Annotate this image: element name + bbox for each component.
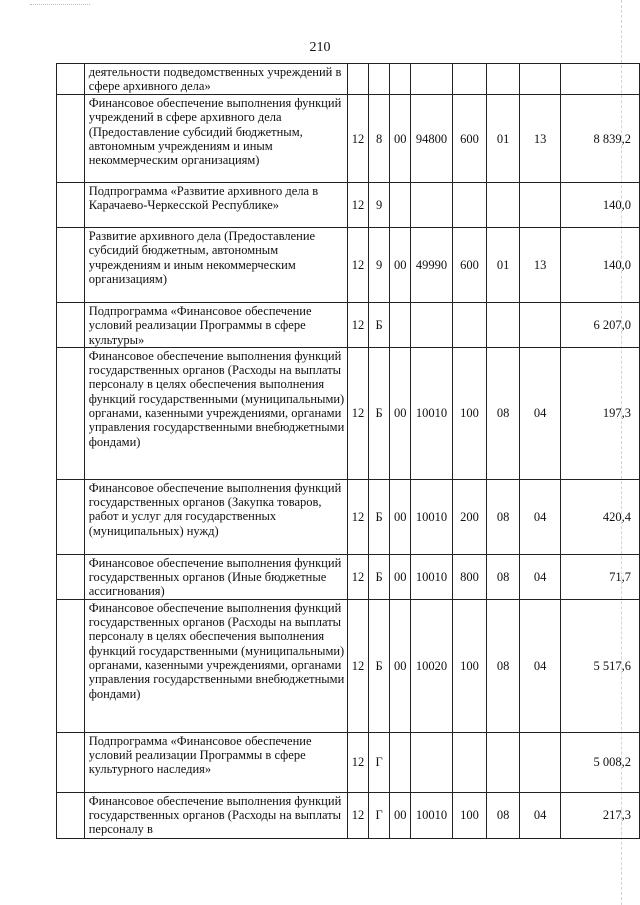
subsection-cell: 04 (519, 792, 561, 838)
ministry-cell: 12 (347, 228, 368, 303)
ministry-cell: 12 (347, 183, 368, 228)
subsection-cell (519, 303, 561, 348)
amount-cell: 5 517,6 (561, 599, 640, 732)
subsection-cell (519, 732, 561, 792)
expense-type-cell: 800 (452, 554, 487, 599)
subsection-cell: 04 (519, 554, 561, 599)
amount-cell: 140,0 (561, 183, 640, 228)
program-cell: Г (369, 792, 390, 838)
section-cell: 08 (487, 347, 519, 479)
ministry-cell (347, 64, 368, 95)
description-cell: Финансовое обеспечение выполнения функций государственных органов (Расходы на выплаты персоналу в целях обеспечения выполнения функций государственными (муниципальными) органами, казенными учреждениями, органами управления государственными внебюджетными фондами) (84, 347, 347, 479)
table-row (57, 479, 640, 554)
description-cell: Подпрограмма «Финансовое обеспечение условий реализации Программы в сфере культуры» (84, 303, 347, 348)
row-number-cell (57, 599, 85, 732)
program-cell: Б (369, 479, 390, 554)
ministry-cell: 12 (347, 599, 368, 732)
subprogram-cell: 00 (390, 599, 411, 732)
row-number-cell (57, 183, 85, 228)
amount-cell: 140,0 (561, 228, 640, 303)
subprogram-cell: 00 (390, 347, 411, 479)
section-cell (487, 303, 519, 348)
direction-cell: 94800 (411, 95, 452, 183)
section-cell: 01 (487, 228, 519, 303)
description-cell: Финансовое обеспечение выполнения функций государственных органов (Иные бюджетные ассигнования) (84, 554, 347, 599)
description-cell: Финансовое обеспечение выполнения функций государственных органов (Расходы на выплаты персоналу в целях обеспечения выполнения функций государственными (муниципальными) органами, казенными учреждениями, органами управления государственными внебюджетными фондами) (84, 599, 347, 732)
table-row (57, 303, 640, 348)
subsection-cell: 04 (519, 599, 561, 732)
subsection-cell: 04 (519, 347, 561, 479)
subprogram-cell: 00 (390, 95, 411, 183)
table-row (57, 599, 640, 732)
subsection-cell: 13 (519, 95, 561, 183)
direction-cell (411, 303, 452, 348)
expense-type-cell (452, 303, 487, 348)
description-cell: деятельности подведомственных учреждений в сфере архивного дела» (84, 64, 347, 95)
description-cell: Развитие архивного дела (Предоставление субсидий бюджетным, автономным учреждениям и иным некоммерческим организациям) (84, 228, 347, 303)
ministry-cell: 12 (347, 303, 368, 348)
amount-cell: 5 008,2 (561, 732, 640, 792)
program-cell: 9 (369, 228, 390, 303)
expense-type-cell: 200 (452, 479, 487, 554)
ministry-cell: 12 (347, 732, 368, 792)
table-row (57, 64, 640, 95)
table-row (57, 732, 640, 792)
section-cell: 08 (487, 479, 519, 554)
program-cell: Б (369, 303, 390, 348)
direction-cell: 10010 (411, 792, 452, 838)
direction-cell: 49990 (411, 228, 452, 303)
page-number: 210 (309, 40, 331, 55)
row-number-cell (57, 479, 85, 554)
section-cell: 08 (487, 792, 519, 838)
row-number-cell (57, 732, 85, 792)
ministry-cell: 12 (347, 792, 368, 838)
subsection-cell: 04 (519, 479, 561, 554)
direction-cell (411, 64, 452, 95)
ministry-cell: 12 (347, 479, 368, 554)
direction-cell: 10010 (411, 347, 452, 479)
amount-cell: 8 839,2 (561, 95, 640, 183)
expense-type-cell (452, 732, 487, 792)
expense-type-cell: 100 (452, 347, 487, 479)
description-cell: Финансовое обеспечение выполнения функций государственных органов (Закупка товаров, работ и услуг для государственных (муниципальных) нужд) (84, 479, 347, 554)
row-number-cell (57, 95, 85, 183)
program-cell (369, 64, 390, 95)
section-cell (487, 64, 519, 95)
expense-type-cell (452, 64, 487, 95)
table-row (57, 347, 640, 479)
description-cell: Подпрограмма «Финансовое обеспечение условий реализации Программы в сфере культурного наследия» (84, 732, 347, 792)
subprogram-cell: 00 (390, 554, 411, 599)
subprogram-cell: 00 (390, 228, 411, 303)
program-cell: Г (369, 732, 390, 792)
subprogram-cell (390, 732, 411, 792)
amount-cell: 197,3 (561, 347, 640, 479)
ministry-cell: 12 (347, 95, 368, 183)
ministry-cell: 12 (347, 347, 368, 479)
expense-type-cell (452, 183, 487, 228)
direction-cell: 10010 (411, 479, 452, 554)
table-row (57, 183, 640, 228)
description-cell: Подпрограмма «Развитие архивного дела в Карачаево-Черкесской Республике» (84, 183, 347, 228)
direction-cell: 10020 (411, 599, 452, 732)
section-cell: 01 (487, 95, 519, 183)
row-number-cell (57, 554, 85, 599)
row-number-cell (57, 303, 85, 348)
section-cell: 08 (487, 599, 519, 732)
amount-cell (561, 64, 640, 95)
subprogram-cell: 00 (390, 479, 411, 554)
program-cell: 9 (369, 183, 390, 228)
section-cell (487, 183, 519, 228)
scan-artifact-top (30, 4, 90, 13)
section-cell: 08 (487, 554, 519, 599)
program-cell: Б (369, 347, 390, 479)
amount-cell: 420,4 (561, 479, 640, 554)
description-cell: Финансовое обеспечение выполнения функций государственных органов (Расходы на выплаты персоналу в (84, 792, 347, 838)
expense-type-cell: 100 (452, 792, 487, 838)
table-row (57, 228, 640, 303)
expense-type-cell: 100 (452, 599, 487, 732)
amount-cell: 217,3 (561, 792, 640, 838)
subprogram-cell (390, 64, 411, 95)
section-cell (487, 732, 519, 792)
program-cell: Б (369, 554, 390, 599)
direction-cell (411, 183, 452, 228)
description-cell: Финансовое обеспечение выполнения функций учреждений в сфере архивного дела (Предоставление субсидий бюджетным, автономным учреждениям и иным некоммерческим организациям) (84, 95, 347, 183)
direction-cell (411, 732, 452, 792)
row-number-cell (57, 792, 85, 838)
subsection-cell (519, 183, 561, 228)
ministry-cell: 12 (347, 554, 368, 599)
expense-type-cell: 600 (452, 95, 487, 183)
table-row (57, 95, 640, 183)
subprogram-cell: 00 (390, 792, 411, 838)
program-cell: 8 (369, 95, 390, 183)
subprogram-cell (390, 303, 411, 348)
subprogram-cell (390, 183, 411, 228)
row-number-cell (57, 64, 85, 95)
program-cell: Б (369, 599, 390, 732)
row-number-cell (57, 228, 85, 303)
amount-cell: 6 207,0 (561, 303, 640, 348)
table-row (57, 792, 640, 838)
direction-cell: 10010 (411, 554, 452, 599)
budget-table (56, 63, 640, 839)
amount-cell: 71,7 (561, 554, 640, 599)
table-row (57, 554, 640, 599)
subsection-cell: 13 (519, 228, 561, 303)
row-number-cell (57, 347, 85, 479)
expense-type-cell: 600 (452, 228, 487, 303)
subsection-cell (519, 64, 561, 95)
